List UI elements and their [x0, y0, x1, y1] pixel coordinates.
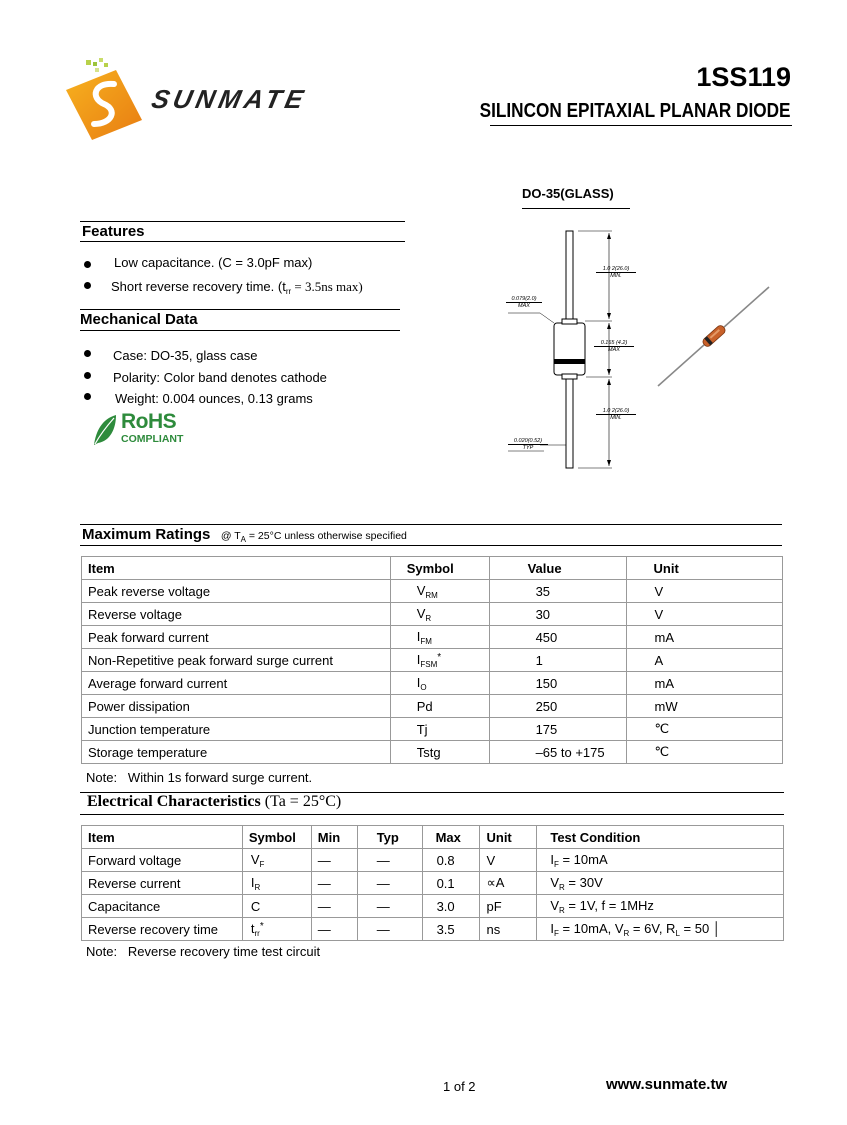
table-row: [82, 626, 783, 649]
column-header: Max: [422, 826, 480, 849]
column-header: Min: [311, 826, 357, 849]
symbol-base: C: [250, 898, 261, 914]
brand-wordmark: SUNMATE: [148, 84, 310, 114]
company-logo: [64, 58, 326, 142]
symbol-cell: [390, 718, 489, 741]
dim-bottom-lead: 1.0 2(26.0) MIN.: [596, 408, 636, 421]
features-bottom-rule: [80, 241, 405, 242]
ratings-bottom-rule: [80, 545, 782, 546]
electrical-table: [81, 825, 784, 941]
typ-cell: —: [357, 918, 422, 941]
test-condition-cell: $I_F = 10mA$: [537, 849, 784, 872]
ratings-heading: Maximum Ratings @ $T_A = 25^\circ C$ unless otherwise specified: [82, 526, 407, 544]
dim-wire: 0.020(0.52) TYP: [508, 438, 548, 451]
dim-lead-diameter: 0.079(2.0) MAX: [506, 296, 542, 309]
value-cell: 150: [489, 672, 626, 695]
ratings-table: [81, 556, 783, 764]
max-cell: 3.0: [422, 895, 480, 918]
unit-cell: mA: [626, 626, 783, 649]
item-cell: Peak reverse voltage: [82, 580, 391, 603]
symbol-base: I: [416, 651, 421, 667]
item-cell: Reverse current: [82, 872, 243, 895]
table-row: [82, 741, 783, 764]
column-header: Symbol: [242, 826, 311, 849]
unit-cell: ∝A: [480, 872, 537, 895]
features-heading: Features: [82, 223, 145, 240]
feature-low-capacitance: Low capacitance. (C = 3.0pF max): [114, 255, 313, 270]
min-cell: —: [311, 918, 357, 941]
symbol-subscript: F: [259, 859, 265, 869]
typ-cell: —: [357, 872, 422, 895]
unit-cell: A: [626, 649, 783, 672]
mechanical-polarity: Polarity: Color band denotes cathode: [113, 370, 327, 385]
mechanical-weight: Weight: 0.004 ounces, 0.13 grams: [115, 391, 313, 406]
item-cell: Average forward current: [82, 672, 391, 695]
symbol-cell: [390, 603, 489, 626]
electrical-bottom-rule: [80, 814, 784, 815]
item-cell: Reverse recovery time: [82, 918, 243, 941]
symbol-base: V: [416, 582, 426, 598]
symbol-subscript: FM: [420, 636, 432, 646]
symbol-cell: [390, 580, 489, 603]
website-link[interactable]: www.sunmate.tw: [606, 1076, 728, 1093]
table-row: [82, 895, 784, 918]
unit-cell: ℃: [626, 718, 783, 741]
value-cell: 175: [489, 718, 626, 741]
symbol-cell: [242, 849, 311, 872]
page-number: 1 of 2: [443, 1079, 476, 1094]
column-header: Typ: [357, 826, 422, 849]
table-row: [82, 918, 784, 941]
package-title: DO-35(GLASS): [522, 186, 614, 201]
feature-recovery-time: Short reverse recovery time. ($t_{rr} = 3.5ns$ max): [111, 279, 363, 296]
dim-body-length: 0.165 (4.2) MAX: [594, 340, 634, 353]
max-cell: 0.1: [422, 872, 480, 895]
typ-cell: —: [357, 849, 422, 872]
max-cell: 0.8: [422, 849, 480, 872]
value-cell: 35: [489, 580, 626, 603]
bullet-icon: [84, 350, 91, 357]
bullet-icon: [84, 282, 91, 289]
electrical-heading: Electrical Characteristics (Ta = 25°C): [87, 793, 342, 810]
bullet-icon: [84, 393, 91, 400]
item-cell: Peak forward current: [82, 626, 391, 649]
features-top-rule: [80, 221, 405, 222]
value-cell: –65 to +175: [489, 741, 626, 764]
value-cell: 30: [489, 603, 626, 626]
test-condition-cell: $V_R = 30V$: [537, 872, 784, 895]
diode-photo: [655, 284, 773, 390]
symbol-base: I: [416, 628, 421, 644]
mechanical-case: Case: DO-35, glass case: [113, 348, 258, 363]
symbol-subscript: R: [254, 882, 261, 892]
column-header: Unit: [626, 557, 783, 580]
column-header: Unit: [480, 826, 537, 849]
package-outline-drawing: [500, 225, 640, 475]
table-row: [82, 649, 783, 672]
min-cell: —: [311, 895, 357, 918]
column-header: Symbol: [390, 557, 489, 580]
ratings-note: Note: Within 1s forward surge current.: [86, 770, 313, 785]
table-row: [82, 672, 783, 695]
min-cell: —: [311, 849, 357, 872]
min-cell: —: [311, 872, 357, 895]
symbol-cell: [390, 626, 489, 649]
item-cell: Forward voltage: [82, 849, 243, 872]
symbol-base: I: [250, 874, 255, 890]
mechanical-bottom-rule: [80, 330, 400, 331]
item-cell: Junction temperature: [82, 718, 391, 741]
unit-cell: ns: [480, 918, 537, 941]
unit-cell: V: [626, 603, 783, 626]
value-cell: 1: [489, 649, 626, 672]
table-row: [82, 718, 783, 741]
part-number: 1SS119: [696, 62, 791, 92]
unit-cell: mW: [626, 695, 783, 718]
column-header: Value: [489, 557, 626, 580]
bullet-icon: [84, 372, 91, 379]
mechanical-heading: Mechanical Data: [80, 311, 198, 328]
value-cell: 250: [489, 695, 626, 718]
package-title-underline: [522, 208, 630, 209]
symbol-subscript: O: [420, 682, 427, 692]
dim-top-lead: 1.0 2(26.0) MIN.: [596, 266, 636, 279]
symbol-base: V: [250, 851, 260, 867]
electrical-header-row: [82, 826, 784, 849]
item-cell: Reverse voltage: [82, 603, 391, 626]
rohs-text: RoHS: [121, 410, 177, 433]
unit-cell: ℃: [626, 741, 783, 764]
table-row: [82, 580, 783, 603]
max-cell: 3.5: [422, 918, 480, 941]
symbol-subscript: R: [425, 613, 432, 623]
rohs-badge: [92, 411, 202, 447]
unit-cell: mA: [626, 672, 783, 695]
document-subtitle: SILINCON EPITAXIAL PLANAR DIODE: [480, 100, 791, 122]
table-row: [82, 695, 783, 718]
leaf-icon: [92, 413, 118, 447]
electrical-note: Note: Reverse recovery time test circuit: [86, 944, 321, 959]
column-header: Item: [82, 557, 391, 580]
symbol-cell: [242, 872, 311, 895]
table-row: [82, 603, 783, 626]
mechanical-top-rule: [80, 309, 400, 310]
item-cell: Storage temperature: [82, 741, 391, 764]
bullet-icon: [84, 261, 91, 268]
column-header: Test Condition: [537, 826, 784, 849]
symbol-subscript: FSM: [420, 659, 438, 669]
item-cell: Power dissipation: [82, 695, 391, 718]
symbol-superscript: *: [259, 920, 264, 932]
item-cell: Capacitance: [82, 895, 243, 918]
ratings-top-rule: [80, 524, 782, 525]
test-condition-cell: $V_R = 1V$, f = 1MHz: [537, 895, 784, 918]
symbol-superscript: *: [437, 651, 442, 663]
symbol-base: I: [416, 674, 421, 690]
symbol-base: Tj: [416, 721, 428, 737]
symbol-cell: [390, 741, 489, 764]
value-cell: 450: [489, 626, 626, 649]
table-row: [82, 849, 784, 872]
symbol-cell: [242, 895, 311, 918]
symbol-base: Pd: [416, 698, 433, 714]
unit-cell: pF: [480, 895, 537, 918]
column-header: Item: [82, 826, 243, 849]
symbol-base: V: [416, 605, 426, 621]
header-divider: [490, 125, 792, 126]
rohs-compliant-text: COMPLIANT: [121, 433, 184, 445]
unit-cell: V: [626, 580, 783, 603]
unit-cell: V: [480, 849, 537, 872]
symbol-cell: [390, 695, 489, 718]
symbol-subscript: RM: [425, 590, 438, 600]
table-row: [82, 872, 784, 895]
ratings-header-row: [82, 557, 783, 580]
item-cell: Non-Repetitive peak forward surge current: [82, 649, 391, 672]
symbol-cell: [390, 649, 489, 672]
symbol-cell: [242, 918, 311, 941]
symbol-base: t: [250, 920, 255, 936]
symbol-subscript: rr: [254, 928, 260, 938]
test-condition-cell: $I_F = 10mA$, $V_R = 6V$, $R_L = 50$ │: [537, 918, 784, 941]
typ-cell: —: [357, 895, 422, 918]
symbol-base: Tstg: [416, 744, 441, 760]
symbol-cell: [390, 672, 489, 695]
